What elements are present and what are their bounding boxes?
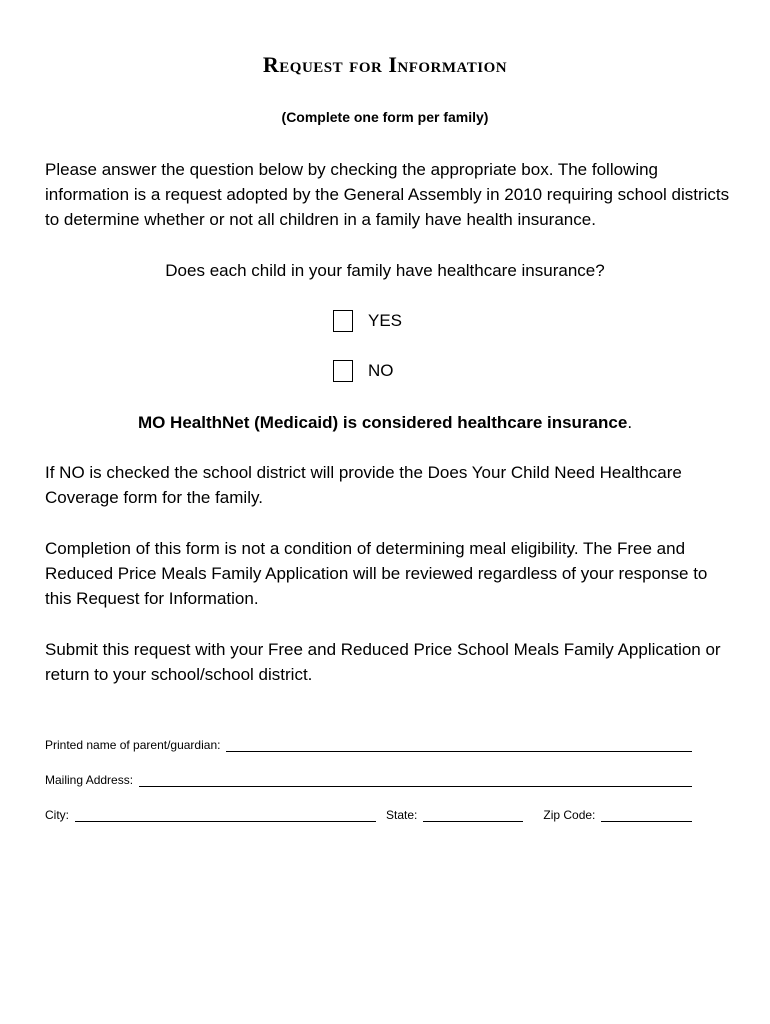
completion-paragraph: Completion of this form is not a condition of determining meal eligibility. The Free and Reduced Price Meals Family Application will be reviewed regardless of your response to this Request for Information. bbox=[45, 539, 708, 608]
mailing-address-label: Mailing Address: bbox=[45, 773, 134, 787]
yes-option[interactable] bbox=[333, 308, 402, 334]
state-label: State: bbox=[386, 808, 418, 822]
state-input[interactable] bbox=[423, 811, 523, 822]
no-option[interactable] bbox=[333, 358, 394, 384]
no-checkbox[interactable] bbox=[333, 360, 353, 382]
medicaid-note bbox=[0, 410, 770, 435]
form-subtitle: (Complete one form per family) bbox=[281, 109, 489, 125]
city-state-zip-row bbox=[45, 808, 692, 822]
parent-name-input[interactable] bbox=[226, 741, 692, 752]
zip-label: Zip Code: bbox=[543, 808, 596, 822]
zip-input[interactable] bbox=[601, 811, 692, 822]
medicaid-note-bold: MO HealthNet (Medicaid) is considered healthcare insurance bbox=[137, 413, 628, 432]
parent-name-field bbox=[45, 738, 692, 752]
mailing-address-input[interactable] bbox=[139, 776, 692, 787]
no-label: NO bbox=[368, 361, 394, 380]
if-no-paragraph: If NO is checked the school district will provide the Does Your Child Need Healthcare Coverage form for the family. bbox=[45, 463, 682, 507]
submit-paragraph: Submit this request with your Free and Reduced Price School Meals Family Application or return to your school/school district. bbox=[45, 640, 721, 684]
yes-checkbox[interactable] bbox=[333, 310, 353, 332]
medicaid-note-period: . bbox=[627, 413, 633, 432]
mailing-address-field bbox=[45, 773, 692, 787]
parent-name-label: Printed name of parent/guardian: bbox=[45, 738, 221, 752]
intro-paragraph: Please answer the question below by checking the appropriate box. The following information is a request adopted by the General Assembly in 2010 requiring school districts to determine whether or not all children in a family have health insurance. bbox=[45, 160, 730, 229]
yes-label: YES bbox=[368, 311, 403, 330]
question-text: Does each child in your family have healthcare insurance? bbox=[165, 261, 605, 280]
city-input[interactable] bbox=[75, 811, 376, 822]
form-title: Request for Information bbox=[262, 52, 508, 77]
city-label: City: bbox=[45, 808, 69, 822]
